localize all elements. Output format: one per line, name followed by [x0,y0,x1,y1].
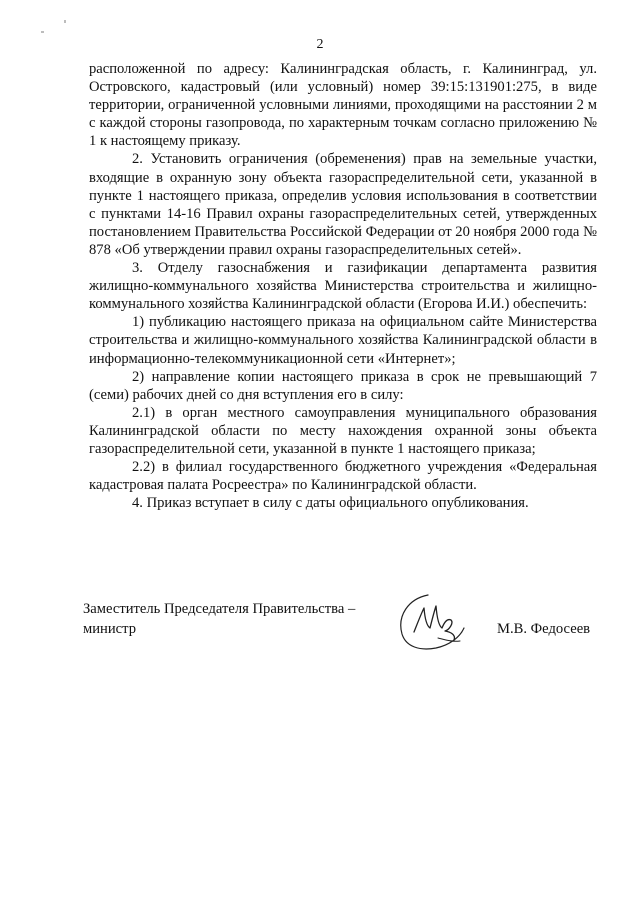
scan-speck [64,20,66,23]
signatory-title [83,599,355,639]
document-body [89,60,597,512]
page-number: 2 [316,37,324,52]
signatory-title-line-1: Заместитель Председателя Правительства – [83,601,356,617]
paragraph-item-4: 4. Приказ вступает в силу с даты официального опубликования. [132,495,529,512]
scan-speck [41,31,44,33]
signatory-name: М.В. Федосеев [497,621,591,637]
paragraph-subitem-2-1: 2.1) в орган местного самоуправления муниципального образования Калининградской области по месту нахождения охранной зоны объекта газораспределительной сети, указанной в пункте 1 настоящего приказа; [89,404,597,457]
handwritten-signature [394,590,478,656]
paragraph-subitem-2: 2) направление копии настоящего приказа в срок не превышающий 7 (семи) рабочих дней со дня вступления его в силу: [89,368,597,403]
paragraph-item-2: 2. Установить ограничения (обременения) прав на земельные участки, входящие в охранную зону объекта газораспределительной сети, указанной в пункте 1 настоящего приказа, определив условия использования в соответствии с пунктами 14-16 Правил охраны газораспределительных сетей, утвержденных постановлением Правительства Российской Федерации от 20 ноября 2000 года № 878 «Об утверждении правил охраны газораспределительных сетей». [89,151,597,258]
paragraph-subitem-2-2: 2.2) в филиал государственного бюджетного учреждения «Федеральная кадастровая палата Росреестра» по Калининградской области. [89,459,597,494]
paragraph-item-3: 3. Отделу газоснабжения и газификации департамента развития жилищно-коммунального хозяйства Министерства строительства и жилищно-коммунального хозяйства Калининградской области (Егорова И.И.) обеспечить: [89,260,597,313]
paragraph-continuation: расположенной по адресу: Калининградская область, г. Калининград, ул. Островского, кадастровый (или условный) номер 39:15:131901:275, в виде территории, ограниченной условными линиями, проходящими на расстоянии 2 м с каждой стороны газопровода, по характерным точкам согласно приложению № 1 к настоящему приказу. [89,61,597,150]
paragraph-subitem-1: 1) публикацию настоящего приказа на официальном сайте Министерства строительства и жилищно-коммунального хозяйства Калининградской области в информационно-телекоммуникационной сети «Интернет»; [89,314,597,367]
signatory-title-line-2: министр [83,621,136,637]
